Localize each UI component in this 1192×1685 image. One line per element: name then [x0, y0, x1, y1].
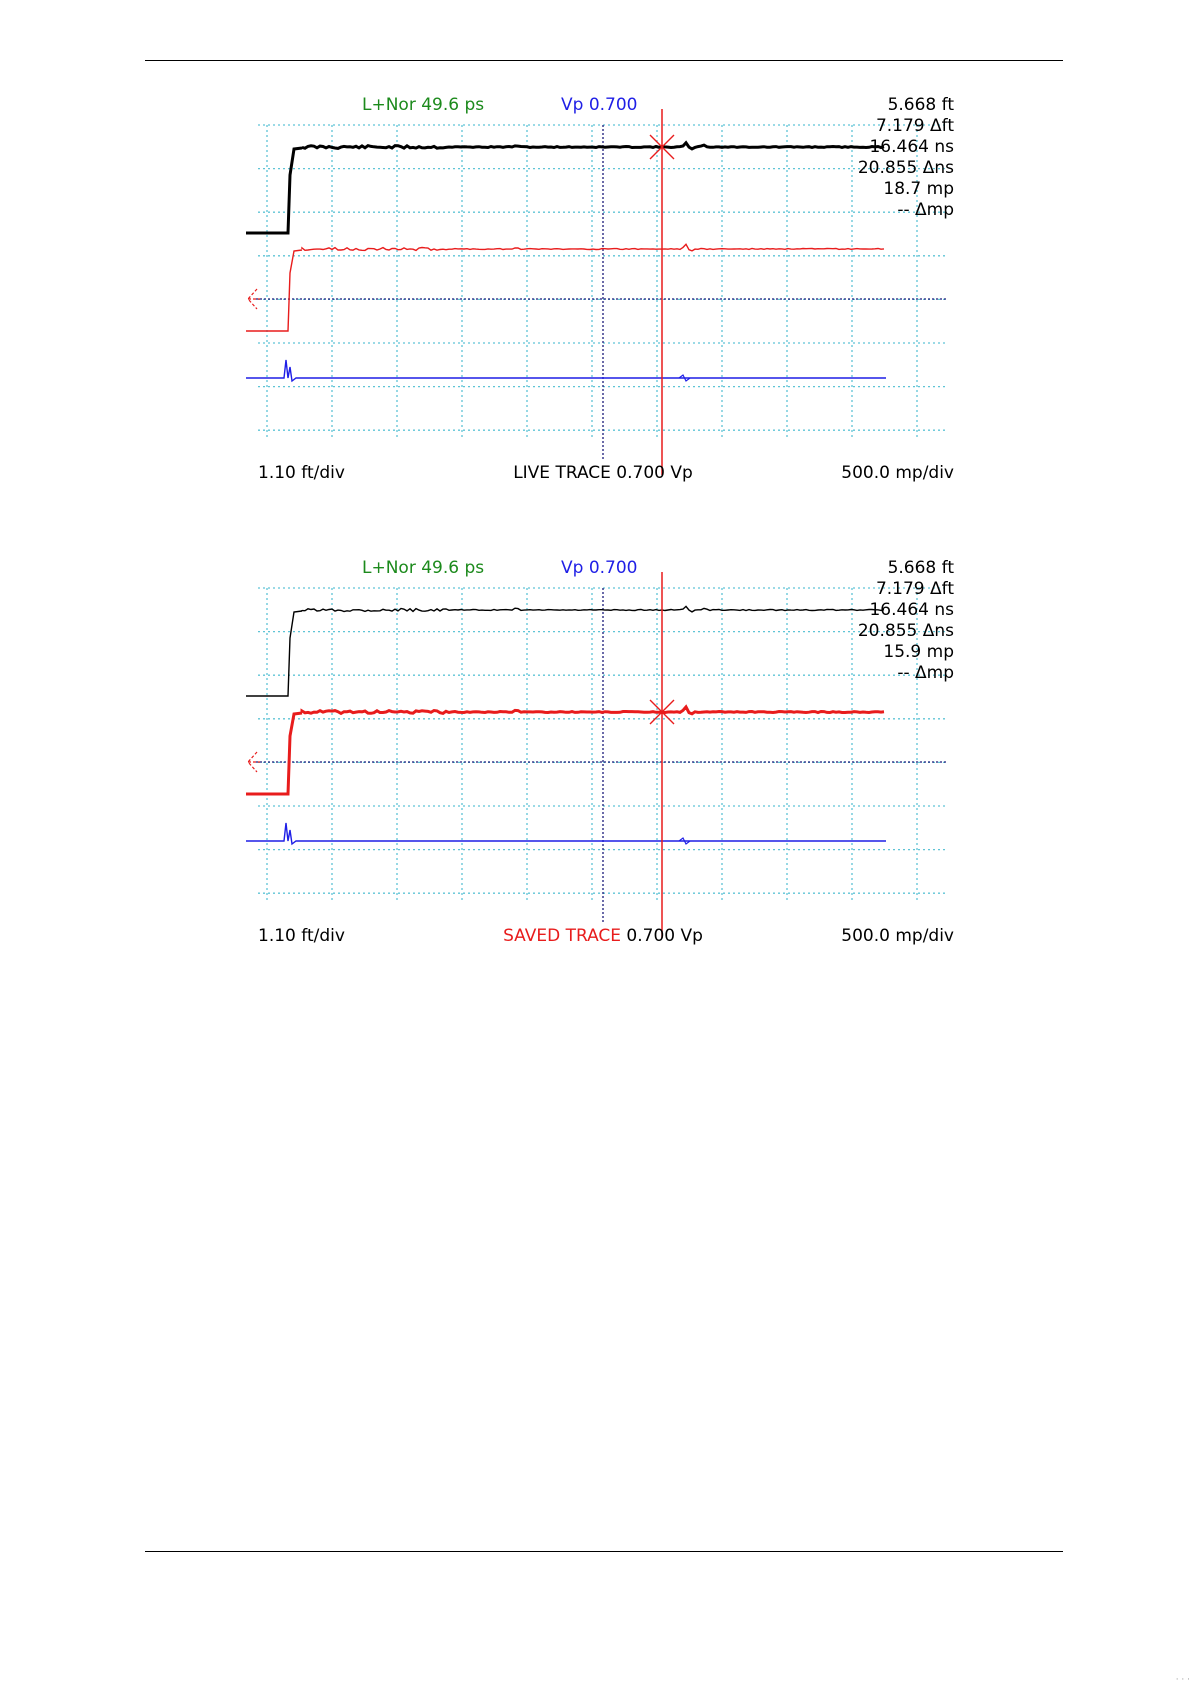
readout-delta-time: 20.855 Δns	[857, 158, 954, 178]
readout-reflection: 18.7 mp	[883, 179, 954, 199]
readout-time: 16.464 ns	[869, 137, 954, 157]
top-rule	[145, 60, 1063, 61]
header-vp-label: Vp 0.700	[561, 95, 638, 115]
readout-time: 16.464 ns	[869, 600, 954, 620]
red-trace-line	[302, 244, 884, 251]
saved-trace-plot	[246, 558, 960, 958]
live-trace-plot	[246, 95, 960, 495]
footer-vertical-scale: 500.0 mp/div	[841, 463, 954, 483]
readout-distance: 5.668 ft	[887, 558, 954, 578]
footer-horizontal-scale: 1.10 ft/div	[258, 926, 345, 946]
readout-delta-distance: 7.179 Δft	[875, 579, 954, 599]
red-trace-line	[302, 707, 884, 714]
readout-delta-distance: 7.179 Δft	[875, 116, 954, 136]
saved-trace-panel	[246, 558, 960, 958]
live-trace-panel	[246, 95, 960, 495]
readout-delta-reflection: -- Δmp	[897, 663, 954, 683]
red-trace-step	[246, 250, 302, 331]
readout-distance: 5.668 ft	[887, 95, 954, 115]
footer-trace-text: 0.700 Vp	[621, 926, 703, 946]
black-trace-step	[246, 611, 302, 696]
blue-trace-line	[246, 823, 886, 844]
footer-trace-text: LIVE TRACE 0.700 Vp	[513, 463, 693, 483]
black-trace-step	[246, 148, 302, 233]
red-trace-step	[246, 713, 302, 794]
footer-horizontal-scale: 1.10 ft/div	[258, 463, 345, 483]
page-corner-mark: · · ·	[1175, 1675, 1190, 1685]
footer-vertical-scale: 500.0 mp/div	[841, 926, 954, 946]
header-mode-label: L+Nor 49.6 ps	[362, 95, 485, 115]
blue-trace-line	[246, 360, 886, 381]
readout-delta-reflection: -- Δmp	[897, 200, 954, 220]
readout-delta-time: 20.855 Δns	[857, 621, 954, 641]
header-mode-label: L+Nor 49.6 ps	[362, 558, 485, 578]
footer-trace-tag: SAVED TRACE	[503, 926, 622, 946]
black-trace-line	[302, 606, 884, 612]
bottom-rule	[145, 1551, 1063, 1552]
black-trace-line	[302, 143, 884, 149]
readout-reflection: 15.9 mp	[883, 642, 954, 662]
header-vp-label: Vp 0.700	[561, 558, 638, 578]
